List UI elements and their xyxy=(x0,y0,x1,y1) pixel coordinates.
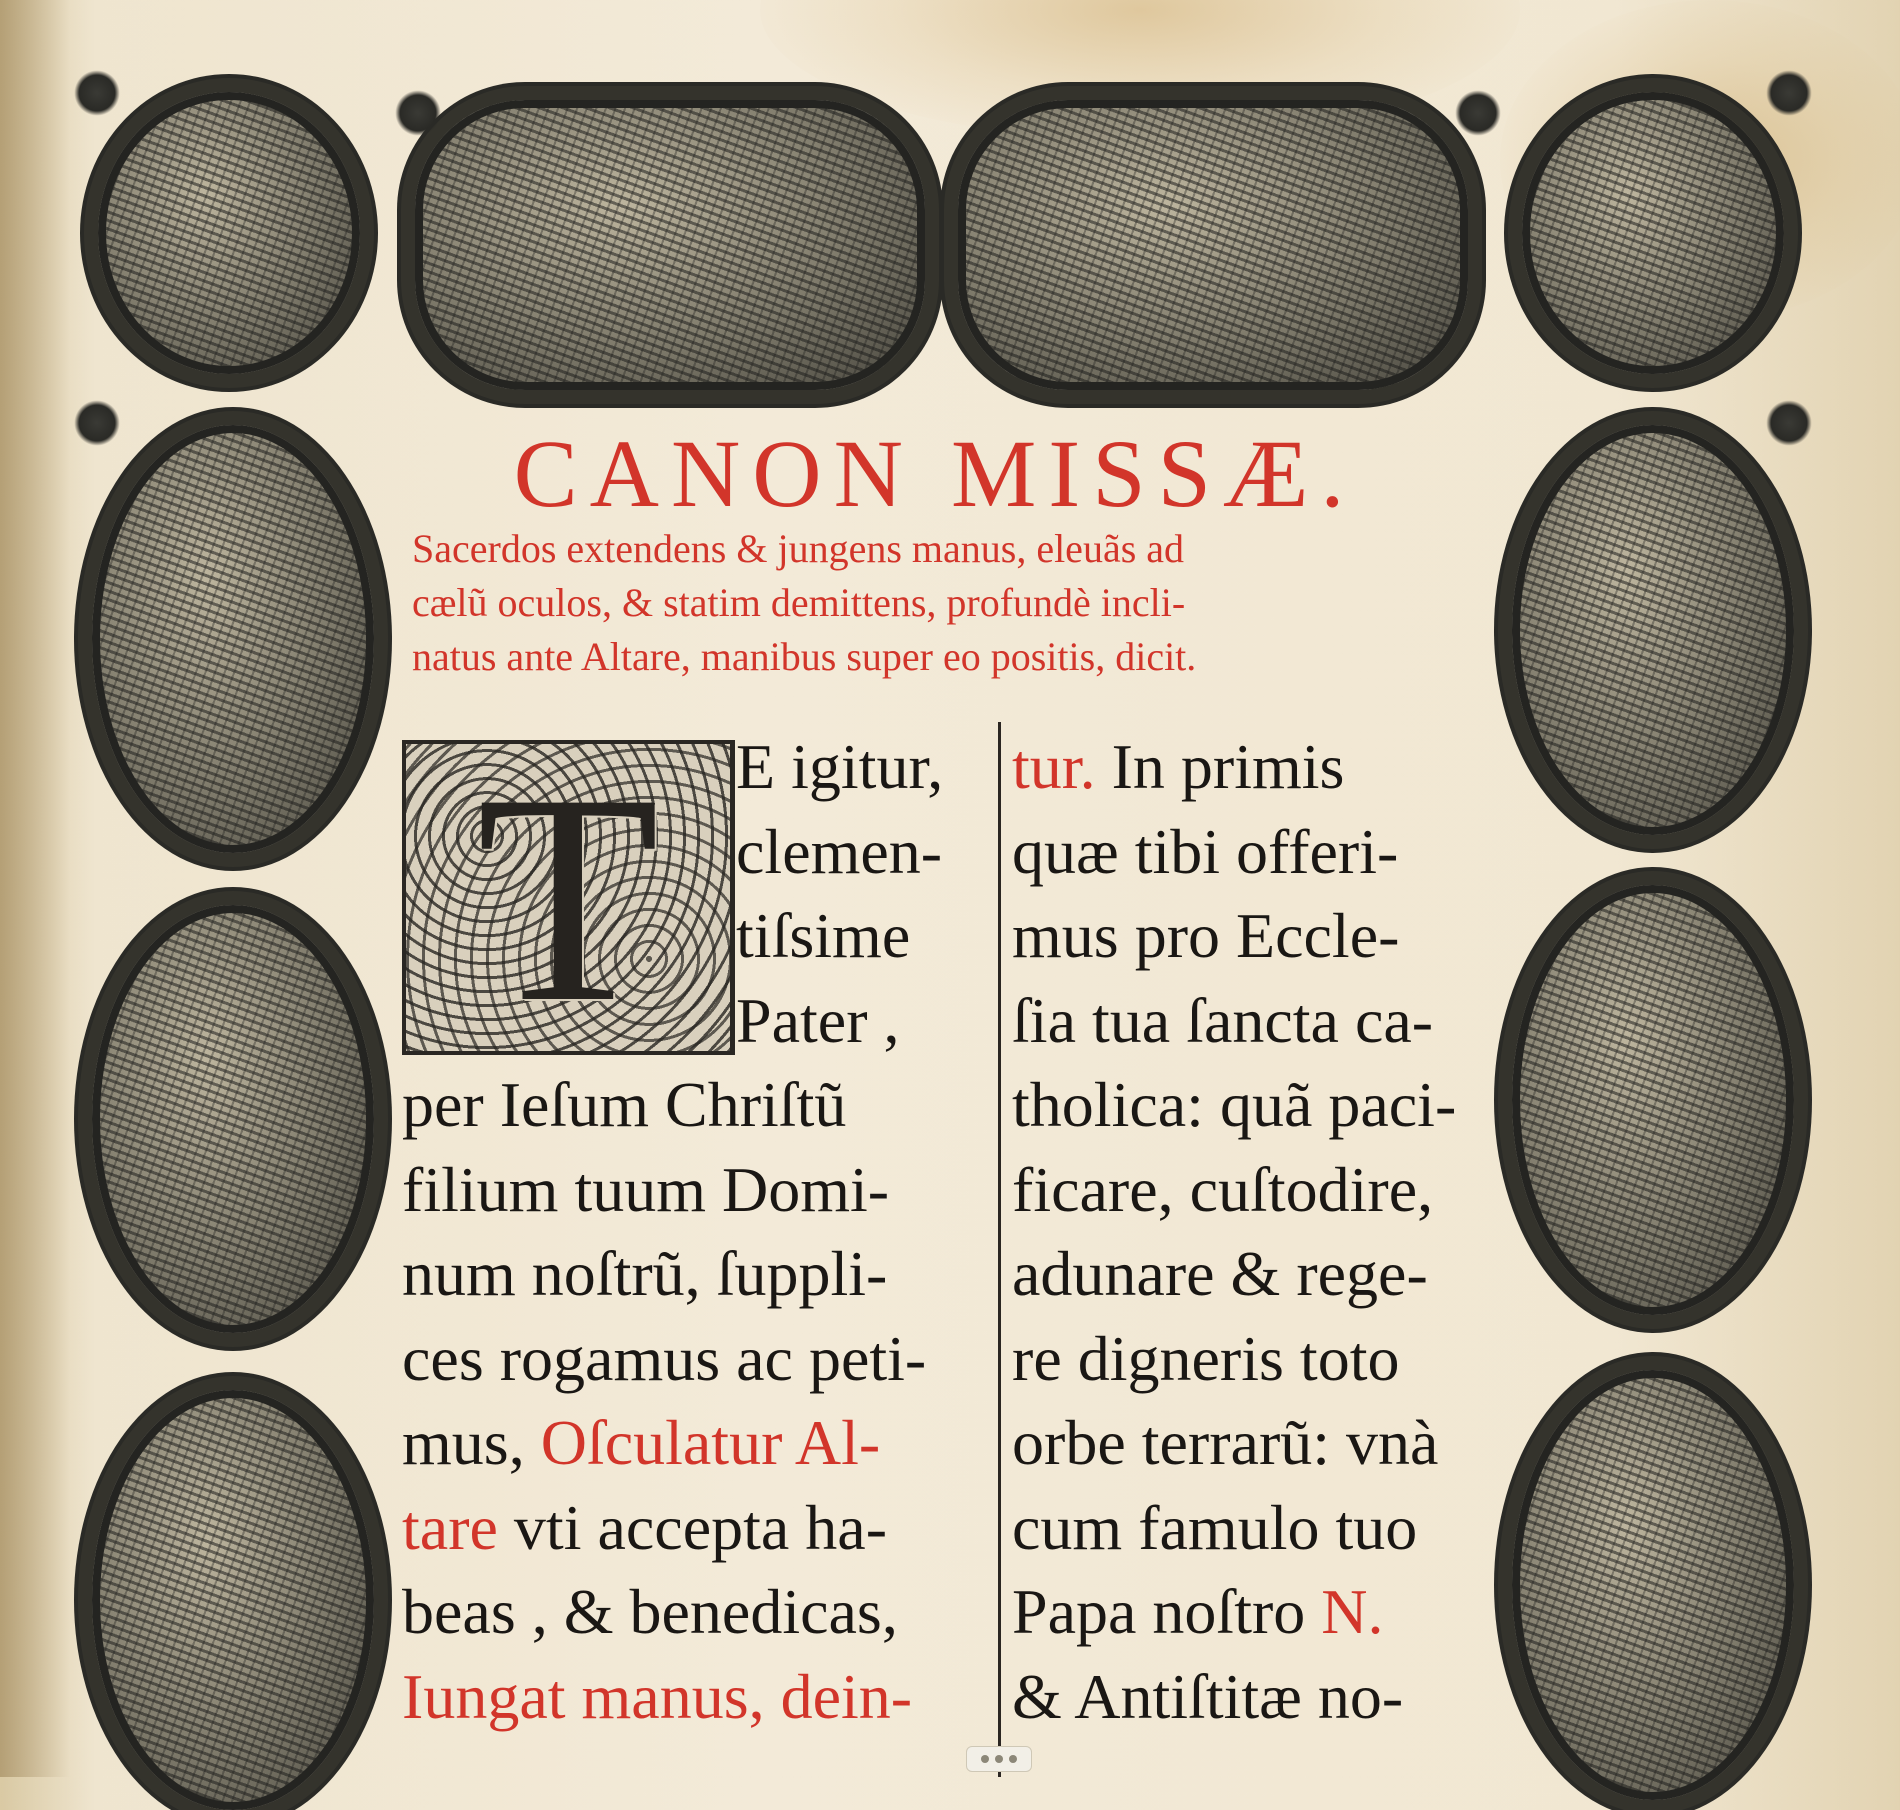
text-line xyxy=(1012,1232,1482,1317)
ornament-leaf xyxy=(1766,70,1812,116)
text-line xyxy=(402,1232,990,1317)
body-text: & Antiſtitæ no- xyxy=(1012,1660,1404,1732)
dot-icon xyxy=(1009,1755,1017,1763)
text-line xyxy=(1012,725,1482,810)
text-line xyxy=(402,1148,990,1233)
woodcut-annunciation xyxy=(415,100,925,390)
woodcut-prophet-writing xyxy=(98,92,360,374)
body-text: mus, xyxy=(402,1407,541,1478)
text-line xyxy=(1012,979,1482,1064)
body-text: Papa noſtro xyxy=(1012,1576,1322,1647)
body-text: filium tuum Domi- xyxy=(402,1153,890,1225)
text-line xyxy=(1012,1148,1482,1233)
body-text: ficare, cuſtodire, xyxy=(1012,1153,1434,1225)
ornament-leaf xyxy=(74,70,120,116)
text-column-right xyxy=(1012,725,1482,1739)
text-line xyxy=(1012,894,1482,979)
body-text: mus pro Eccle- xyxy=(1012,900,1400,971)
rubric-instruction xyxy=(412,522,1472,684)
body-text: tholica: quã paci- xyxy=(1012,1069,1457,1140)
rubric-text: Oſculatur Al- xyxy=(540,1407,881,1478)
woodcut-ascension xyxy=(958,100,1468,390)
text-line xyxy=(402,1063,990,1148)
text-line xyxy=(1012,1401,1482,1486)
ornament-leaf xyxy=(74,400,120,446)
text-line xyxy=(402,894,990,979)
body-text: adunare & rege- xyxy=(1012,1238,1428,1309)
body-text: Pater , xyxy=(736,984,900,1056)
rubric-text: N. xyxy=(1321,1576,1384,1647)
text-line xyxy=(1012,810,1482,895)
body-text: clemen- xyxy=(736,815,943,887)
ornament-leaf xyxy=(1455,90,1501,136)
text-line xyxy=(1012,1486,1482,1571)
woodcut-crucifixion xyxy=(1512,425,1794,835)
body-text: vti accepta ha- xyxy=(497,1491,887,1563)
text-line xyxy=(402,1655,990,1740)
rubric-text: Iungat manus, dein- xyxy=(402,1660,913,1732)
woodcut-procession xyxy=(1512,1370,1794,1800)
body-text: In primis xyxy=(1095,731,1345,802)
more-options-handle[interactable] xyxy=(966,1746,1032,1772)
body-text: ces rogamus ac peti- xyxy=(402,1322,927,1394)
text-line xyxy=(1012,1063,1482,1148)
body-text: quæ tibi offeri- xyxy=(1012,815,1399,887)
text-line xyxy=(402,1401,990,1486)
text-line xyxy=(402,810,990,895)
ornament-leaf xyxy=(1766,400,1812,446)
dot-icon xyxy=(981,1755,989,1763)
woodcut-nativity xyxy=(92,425,374,853)
woodcut-circumcision xyxy=(92,905,374,1333)
text-line xyxy=(402,1486,990,1571)
body-text: beas , & benedicas, xyxy=(402,1576,898,1647)
body-text: cum famulo tuo xyxy=(1012,1491,1418,1563)
body-text: ſia tua ſancta ca- xyxy=(1012,984,1434,1056)
drop-cap-letter: T xyxy=(476,731,660,1064)
woodcut-last-supper xyxy=(1512,885,1794,1315)
body-text: per Ieſum Chriſtũ xyxy=(402,1069,847,1140)
woodcut-baptism xyxy=(92,1390,374,1810)
body-text: num noſtrũ, ſuppli- xyxy=(402,1238,888,1309)
text-line xyxy=(402,979,990,1064)
ornament-leaf xyxy=(395,90,441,136)
text-line xyxy=(402,725,990,810)
text-column-left xyxy=(402,725,990,1739)
dot-icon xyxy=(995,1755,1003,1763)
text-line xyxy=(402,1317,990,1402)
spine-shadow xyxy=(0,0,70,1777)
column-divider xyxy=(998,722,1001,1777)
body-text: re digneris toto xyxy=(1012,1322,1400,1394)
text-line xyxy=(1012,1655,1482,1740)
rubric-line: cælũ oculos, & statim demittens, profundè incli- xyxy=(412,580,1186,625)
page-title: CANON MISSÆ. xyxy=(513,420,1357,527)
rubric-text: tur. xyxy=(1012,731,1096,802)
rubric-line: Sacerdos extendens & jungens manus, eleuãs ad xyxy=(412,526,1185,571)
text-line xyxy=(1012,1570,1482,1655)
woodcut-nativity-top-right xyxy=(1522,92,1784,374)
text-line xyxy=(402,1570,990,1655)
rubric-text: tare xyxy=(402,1491,498,1563)
rubric-line: natus ante Altare, manibus super eo positis, dicit. xyxy=(412,634,1197,679)
body-text: E igitur, xyxy=(736,731,944,802)
body-text: orbe terrarũ: vnà xyxy=(1012,1407,1439,1478)
text-line xyxy=(1012,1317,1482,1402)
body-text: tiſsime xyxy=(736,900,911,971)
